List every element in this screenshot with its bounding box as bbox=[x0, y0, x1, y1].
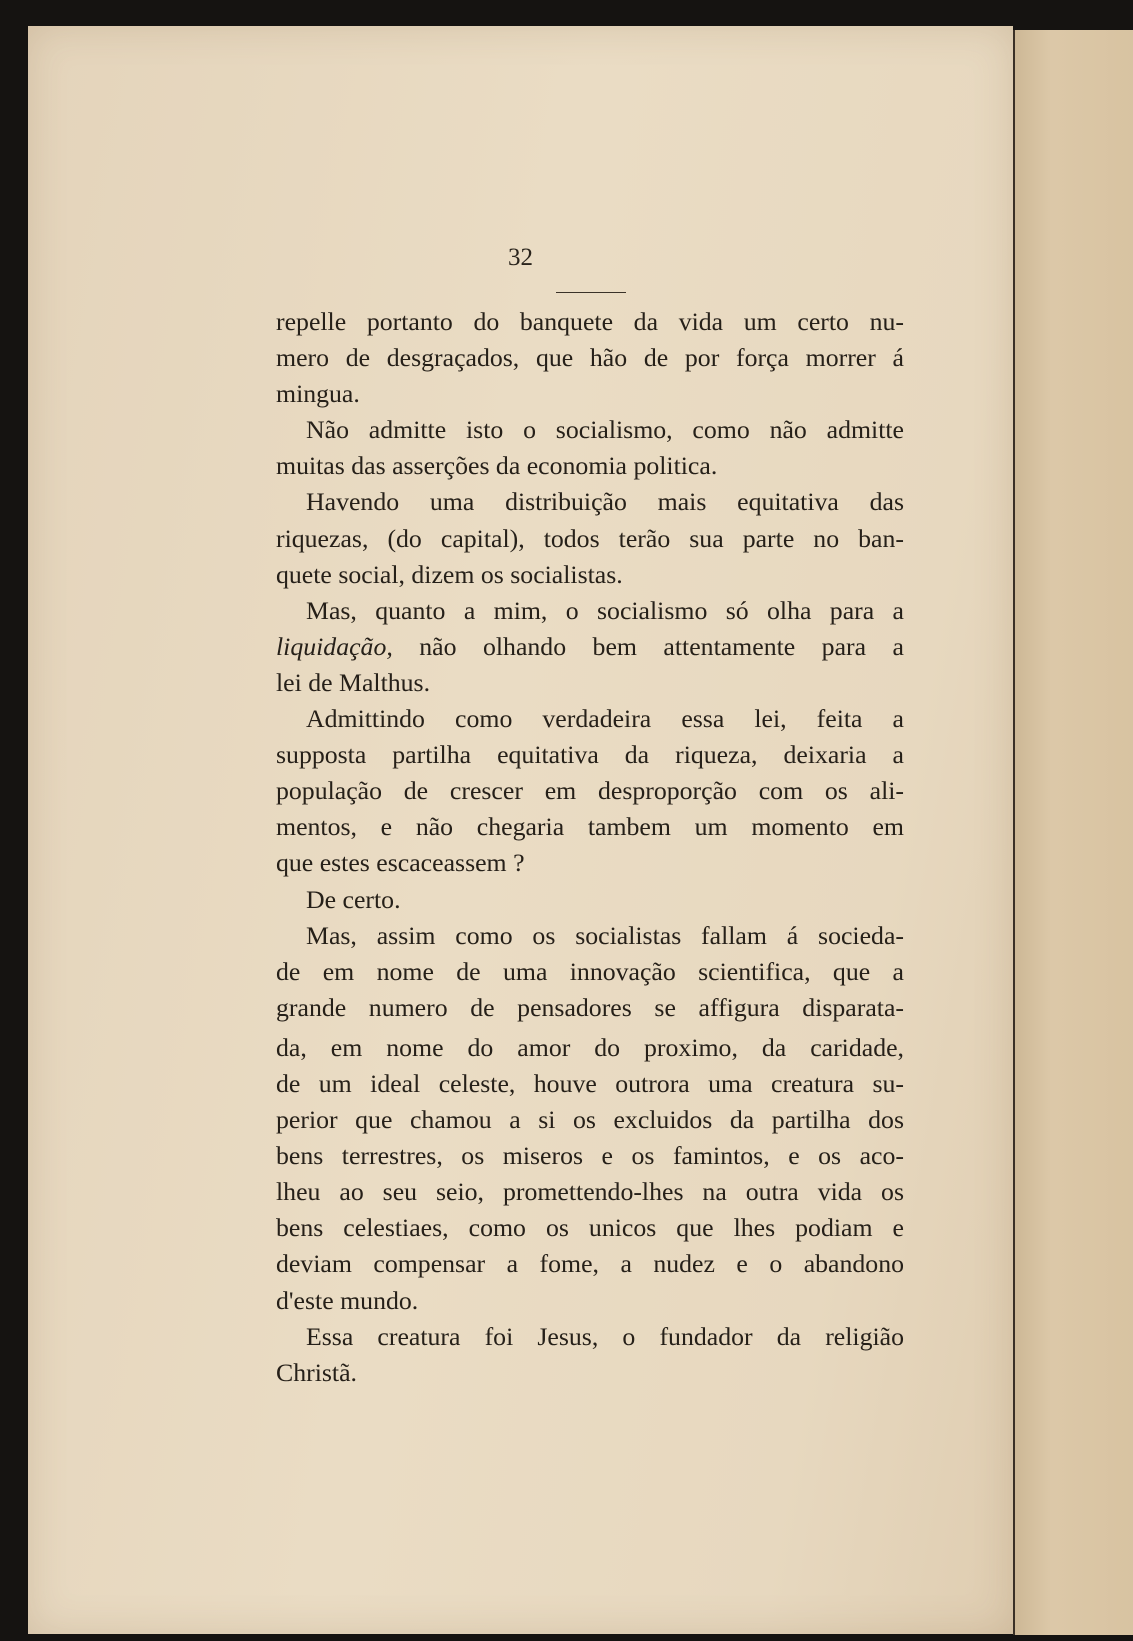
text-line bbox=[276, 809, 904, 845]
text-line-content: d'este mundo. bbox=[276, 1285, 419, 1315]
text-line-content: mero de desgraçados, que hão de por força morrer á bbox=[276, 343, 904, 373]
text-line bbox=[276, 954, 904, 990]
text-line-content: grande numero de pensadores se affigura disparata- bbox=[276, 992, 904, 1022]
text-line-content: Havendo uma distribuição mais equitativa das bbox=[306, 487, 904, 517]
text-line bbox=[276, 737, 904, 773]
text-line bbox=[276, 918, 904, 954]
header-rule bbox=[556, 292, 626, 293]
text-line bbox=[276, 1102, 904, 1138]
text-line-content: lei de Malthus. bbox=[276, 667, 431, 697]
text-line bbox=[276, 1030, 904, 1066]
text-line bbox=[276, 557, 904, 593]
text-line-content: De certo. bbox=[306, 884, 401, 914]
book-page bbox=[28, 26, 1013, 1634]
text-line-content: lheu ao seu seio, promettendo-lhes na outra vida os bbox=[276, 1177, 904, 1207]
text-line-content: da, em nome do amor do proximo, da caridade, bbox=[276, 1032, 904, 1062]
text-line-content: Admittindo como verdadeira essa lei, feita a bbox=[306, 704, 904, 734]
text-line bbox=[276, 340, 904, 376]
text-line bbox=[276, 412, 904, 448]
text-line bbox=[276, 701, 904, 737]
text-line-content: mingua. bbox=[276, 379, 360, 409]
text-line bbox=[276, 376, 904, 412]
text-line-content: Mas, quanto a mim, o socialismo só olha para a bbox=[306, 595, 904, 625]
text-line-content: Essa creatura foi Jesus, o fundador da religião bbox=[306, 1321, 904, 1351]
text-line bbox=[276, 1355, 904, 1391]
text-line-content: perior que chamou a si os excluidos da partilha dos bbox=[276, 1105, 904, 1135]
italic-word: liquidação, bbox=[276, 631, 393, 661]
text-line bbox=[276, 1246, 904, 1282]
text-line bbox=[276, 521, 904, 557]
text-line bbox=[276, 593, 904, 629]
text-line bbox=[276, 1283, 904, 1319]
text-line-content: repelle portanto do banquete da vida um certo nu- bbox=[276, 307, 904, 336]
text-line bbox=[276, 484, 904, 520]
text-line bbox=[276, 665, 904, 701]
text-line bbox=[276, 1066, 904, 1102]
text-line-content: de em nome de uma innovação scientifica, que a bbox=[276, 956, 904, 986]
text-line bbox=[276, 1319, 904, 1355]
adjacent-page-edge bbox=[1013, 30, 1133, 1635]
text-line-content: deviam compensar a fome, a nudez e o abandono bbox=[276, 1249, 904, 1279]
text-line-content: Não admitte isto o socialismo, como não admitte bbox=[306, 415, 904, 445]
text-line-content: bens terrestres, os miseros e os famintos, e os aco- bbox=[276, 1141, 904, 1171]
text-line bbox=[276, 845, 904, 881]
text-line bbox=[276, 448, 904, 484]
text-line-content: de um ideal celeste, houve outrora uma creatura su- bbox=[276, 1068, 904, 1098]
text-line-content: que estes escaceassem ? bbox=[276, 848, 525, 878]
page-number: 32 bbox=[508, 244, 533, 271]
text-line-content: não olhando bem attentamente para a bbox=[392, 631, 904, 661]
body-text bbox=[276, 304, 904, 1391]
text-line-content: muitas das asserções da economia politica. bbox=[276, 451, 718, 481]
text-line-content: população de crescer em desproporção com os ali- bbox=[276, 776, 904, 806]
text-line bbox=[276, 304, 904, 340]
text-line bbox=[276, 773, 904, 809]
text-line bbox=[276, 1210, 904, 1246]
text-line bbox=[276, 1174, 904, 1210]
text-line-content: Christã. bbox=[276, 1357, 357, 1387]
text-line bbox=[276, 1138, 904, 1174]
text-line bbox=[276, 629, 904, 665]
text-line bbox=[276, 990, 904, 1026]
text-line bbox=[276, 882, 904, 918]
text-line-content: mentos, e não chegaria tambem um momento em bbox=[276, 812, 904, 842]
text-line-content: supposta partilha equitativa da riqueza, deixaria a bbox=[276, 740, 904, 770]
text-line-content: Mas, assim como os socialistas fallam á socieda- bbox=[306, 920, 904, 950]
text-line-content: bens celestiaes, como os unicos que lhes podiam e bbox=[276, 1213, 904, 1243]
text-line-content: quete social, dizem os socialistas. bbox=[276, 559, 623, 589]
text-line-content: riquezas, (do capital), todos terão sua parte no ban- bbox=[276, 523, 904, 553]
